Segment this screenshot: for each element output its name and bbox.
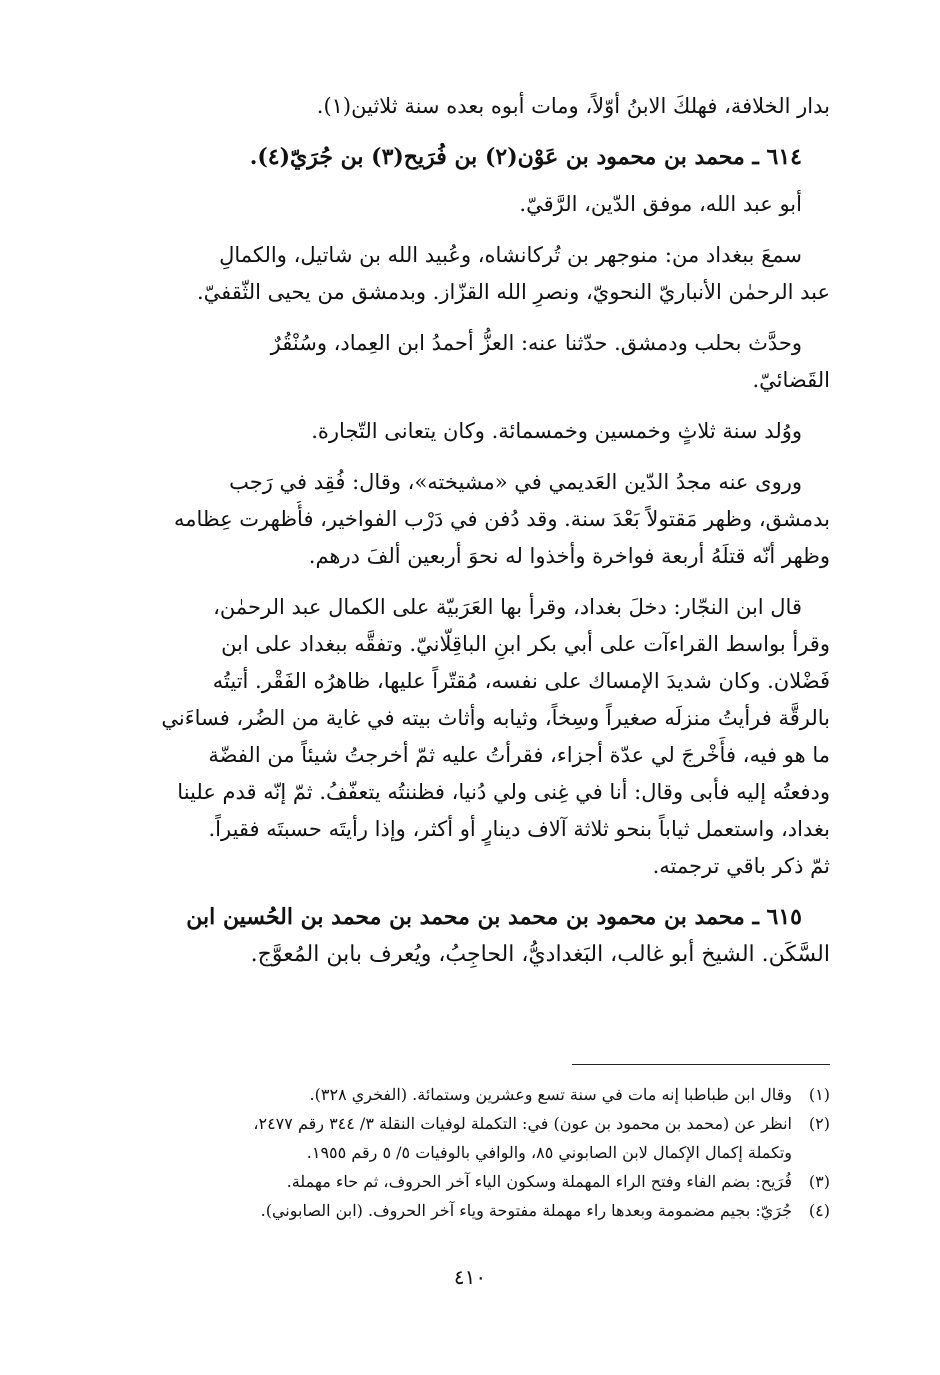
entry-heading-615	[110, 899, 830, 973]
paragraph-teachers	[110, 237, 830, 311]
main-text	[110, 88, 830, 973]
footnote-line: وقال ابن طباطبا إنه مات في سنة تسع وعشرين وستمائة. (الفخري ٣٢٨).	[309, 1085, 792, 1104]
text-line: بدمشق، وظهر مَقتولاً بَعْدَ سنة. وقد دُفن في دَرْب الفواخير، فأُظهرت عِظامه	[173, 507, 830, 531]
paragraph-birth	[110, 413, 830, 450]
footnote-number: (١)	[808, 1085, 830, 1104]
text-line: عبد الرحمٰن الأنباريّ النحويّ، ونصرِ الله القزّاز. وبدمشق من يحيى الثّقفيّ.	[196, 280, 830, 304]
text-line: وظهر أنّه قتلَهُ أربعة فواخرة وأخذوا له نحوَ أربعين ألفَ درهم.	[308, 544, 830, 568]
paragraph-students	[110, 325, 830, 399]
footnotes	[110, 1080, 830, 1225]
footnote-number: (٢)	[808, 1114, 830, 1133]
text-line: ٦١٤ ـ محمد بن محمود بن عَوْن(٢) بن فُرَيح(٣) بن جُرَيّ(٤).	[249, 144, 802, 170]
footnote-body	[110, 1196, 792, 1225]
text-line: بغداد، واستعمل ثياباً بنحو ثلاثة آلاف دينارٍ أو أكثر، وإذا رأيتَه حسبتَه فقيراً.	[208, 817, 830, 841]
text-line: بالرقَّة فرأيتُ منزلَه صغيراً وسِخاً، وثيابه وأثاث بيته في غاية من الضُر، فساءَني	[161, 706, 830, 730]
text-line: فَضْلان. وكان شديدَ الإمساك على نفسه، مُقتّراً عليها، ظاهرُه الفَقْر. أتيتُه	[212, 669, 830, 693]
text-line: وحدَّث بحلب ودمشق. حدّثنا عنه: العزُّ أحمدُ ابن العِماد، وسُنْقُرٌ	[270, 331, 802, 355]
paragraph-continuation	[110, 88, 830, 125]
footnote-2	[110, 1109, 830, 1167]
footnote-body	[110, 1080, 792, 1109]
text-line: وروى عنه مجدُ الدّين العَديمي في «مشيخته»، وقال: فُقِد في رَجب	[229, 470, 802, 494]
text-line: قال ابن النجّار: دخلَ بغداد، وقرأ بها العَرَبيّة على الكمال عبد الرحمٰن،	[213, 595, 802, 619]
text-line: ثمّ ذكر باقي ترجمته.	[652, 854, 830, 878]
paragraph-ibn-najjar	[110, 589, 830, 885]
text-line: ٦١٥ ـ محمد بن محمود بن محمد بن محمد بن محمد بن الحُسين ابن	[186, 904, 802, 930]
text-line: السَّكَن. الشيخ أبو غالب، البَغداديُّ، الحاجِبُ، ويُعرف بابن المُعوَّج.	[250, 942, 830, 967]
footnote-4	[110, 1196, 830, 1225]
text-line: القَضائيّ.	[752, 368, 830, 392]
footnote-1	[110, 1080, 830, 1109]
footnote-number: (٣)	[808, 1172, 830, 1191]
footnote-line: وتكملة إكمال الإكمال لابن الصابوني ٨٥، والوافي بالوفيات ٥/ ٥ رقم ١٩٥٥.	[306, 1143, 792, 1162]
footnote-line: فُرَيح: بضم الفاء وفتح الراء المهملة وسكون الياء آخر الحروف، ثم حاء مهملة.	[286, 1172, 792, 1191]
footnote-body	[110, 1167, 792, 1196]
footnote-number: (٤)	[808, 1201, 830, 1220]
paragraph-kunya	[110, 186, 830, 223]
entry-heading-614	[110, 139, 830, 176]
text-line: أبو عبد الله، موفق الدّين، الرَّقيّ.	[519, 192, 802, 216]
footnote-divider	[572, 1064, 830, 1065]
footnote-3	[110, 1167, 830, 1196]
text-line: سمعَ ببغداد من: منوجهر بن تُركانشاه، وعُبيد الله بن شاتيل، والكمالِ	[219, 243, 802, 267]
text-line: وقرأ بواسط القراءآت على أبي بكر ابنِ الباقِلّانيّ. وتفقَّه ببغداد على ابن	[221, 632, 830, 656]
paragraph-death	[110, 464, 830, 575]
text-line: بدار الخلافة، فهلكَ الابنُ أوّلاً، ومات أبوه بعده سنة ثلاثين(١).	[316, 94, 830, 118]
footnote-line: انظر عن (محمد بن محمود بن عون) في: التكملة لوفيات النقلة ٣/ ٣٤٤ رقم ٢٤٧٧،	[253, 1114, 792, 1133]
text-line: ودفعتُه إليه فأبى وقال: أنا في غِنى ولي دُنيا، فظننتُه يتعفّفُ. ثمّ إنّه قدم علينا	[177, 780, 830, 804]
page-number: ٤١٠	[453, 1265, 487, 1289]
footnote-body	[110, 1109, 792, 1167]
text-line: ووُلد سنة ثلاثٍ وخمسين وخمسمائة. وكان يتعانى التّجارة.	[311, 419, 802, 443]
text-line: ما هو فيه، فأَخْرجَ لي عدّة أجزاء، فقرأتُ عليه ثمّ أخرجتُ شيئاً من الفضّة	[208, 743, 830, 767]
footnote-line: جُرَيّ: بجيم مضمومة وبعدها راء مهملة مفتوحة وياء آخر الحروف. (ابن الصابوني).	[260, 1201, 792, 1220]
